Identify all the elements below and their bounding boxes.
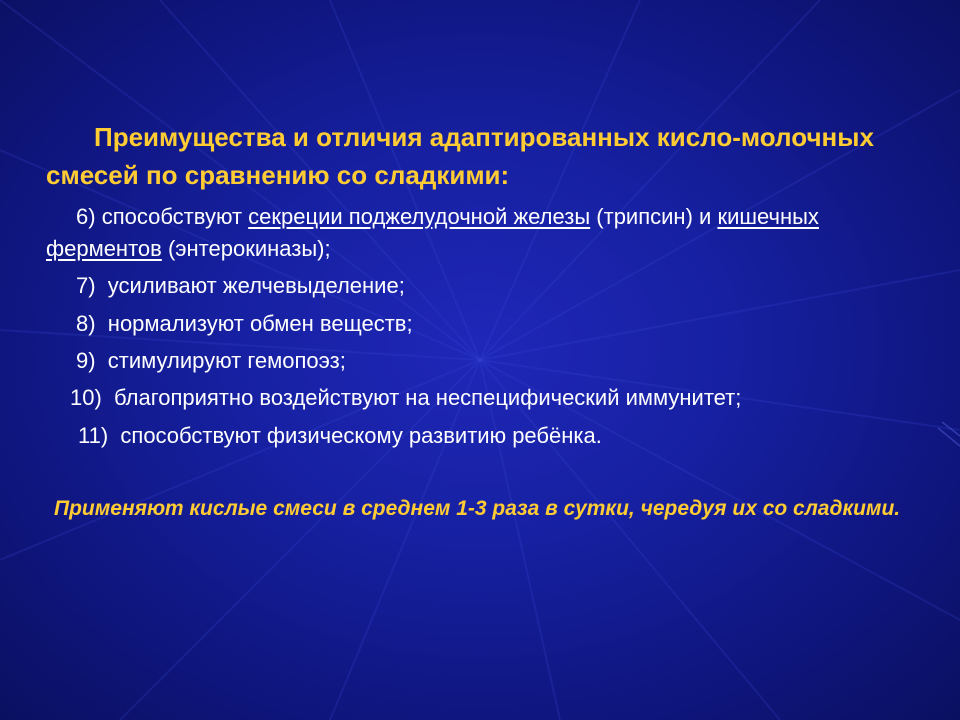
item-underlined-term: секреции поджелудочной железы bbox=[248, 204, 591, 229]
list-item-11 bbox=[78, 420, 602, 452]
item-text: (энтерокиназы); bbox=[167, 236, 331, 261]
item-text: способствуют bbox=[101, 204, 243, 229]
item-text: усиливают желчевыделение; bbox=[107, 273, 405, 298]
usage-note: Применяют кислые смеси в среднем 1-3 раза в сутки, чередуя их со сладкими. bbox=[54, 497, 901, 520]
list-item-6 bbox=[46, 201, 926, 265]
item-text: (трипсин) и bbox=[596, 204, 712, 229]
list-item-7 bbox=[76, 270, 405, 302]
item-number: 10) bbox=[70, 385, 102, 410]
item-number: 6) bbox=[76, 204, 96, 229]
list-item-9 bbox=[76, 345, 346, 377]
item-number: 8) bbox=[76, 311, 96, 336]
item-underlined-term: кишечных ферментов bbox=[46, 204, 819, 261]
item-number: 7) bbox=[76, 273, 96, 298]
slide-title: Преимущества и отличия адаптированных кисло-молочных смесей по сравнению со сладкими: bbox=[46, 122, 874, 190]
item-text: способствуют физическому развитию ребёнка. bbox=[120, 423, 602, 448]
item-number: 11) bbox=[78, 423, 109, 448]
item-text: благоприятно воздействуют на неспецифический иммунитет; bbox=[114, 385, 742, 410]
item-text: стимулируют гемопоэз; bbox=[107, 348, 346, 373]
list-item-8 bbox=[76, 308, 413, 340]
item-number: 9) bbox=[76, 348, 96, 373]
item-text: нормализуют обмен веществ; bbox=[107, 311, 413, 336]
list-item-10 bbox=[70, 382, 741, 414]
